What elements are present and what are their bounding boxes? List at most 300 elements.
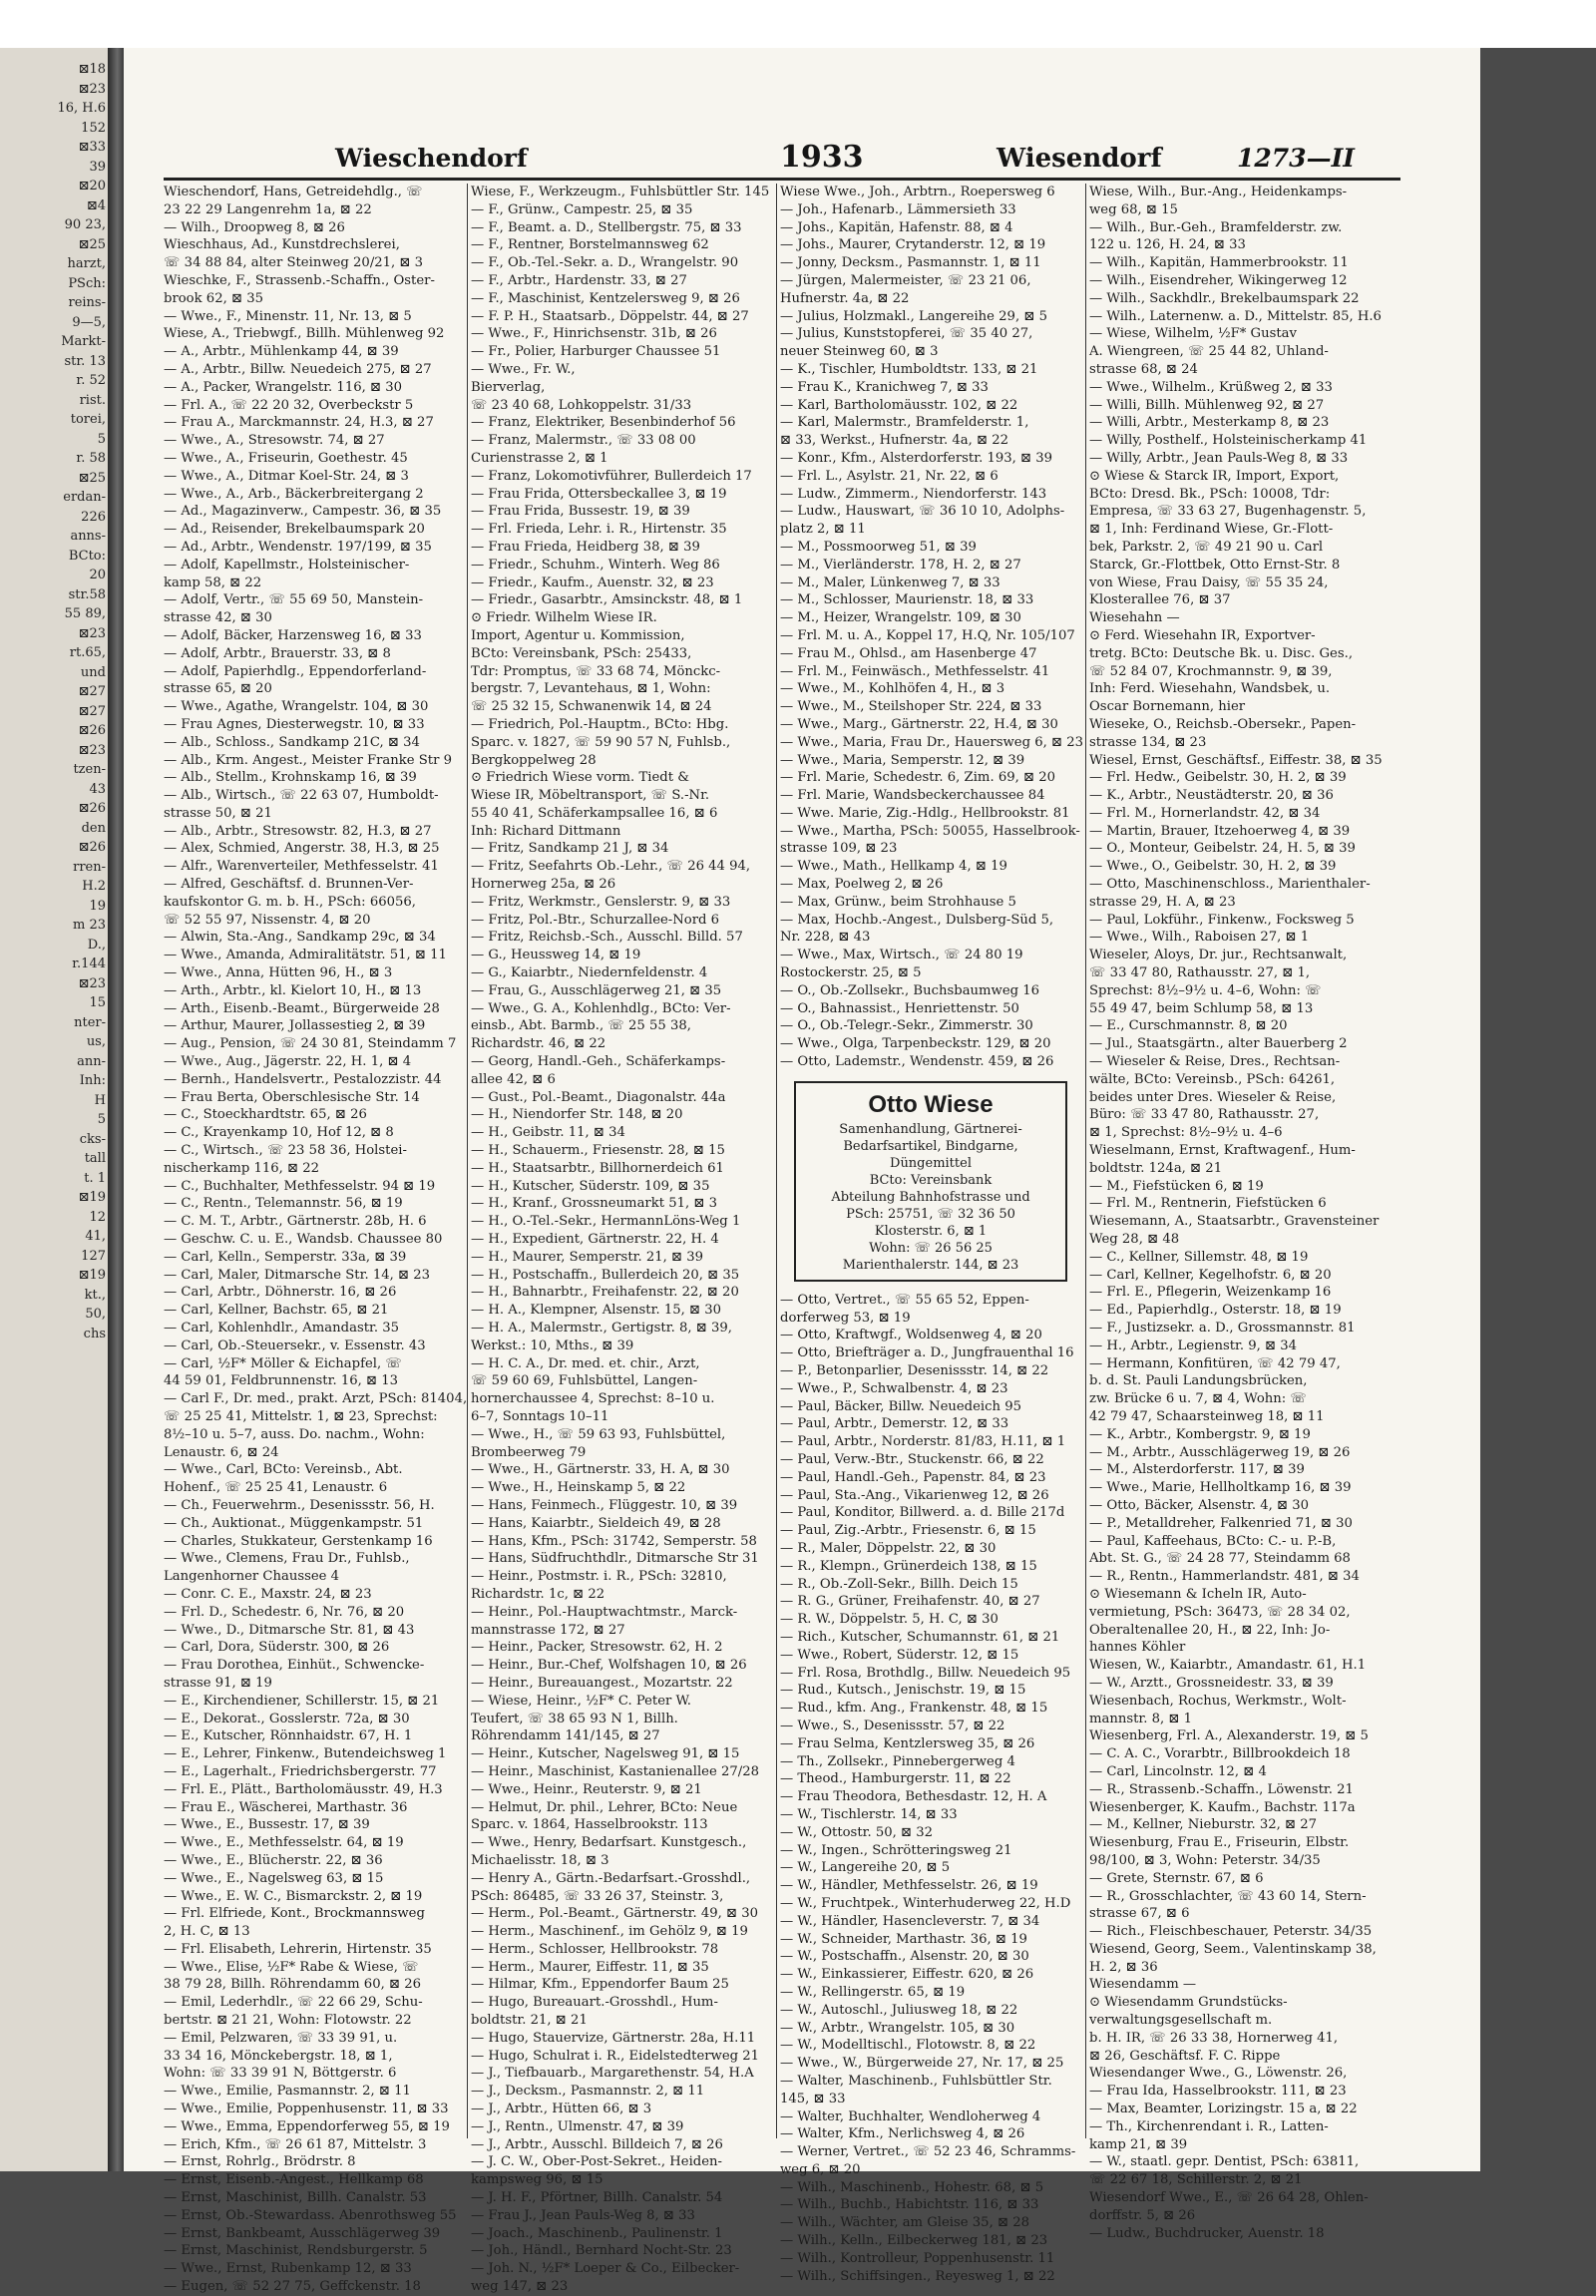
directory-entry: — J. H. F., Pförtner, Billh. Canalstr. 54	[471, 2190, 723, 2206]
previous-page-fragment: rist.	[79, 392, 106, 408]
directory-entry: — Martin, Brauer, Itzehoerweg 4, ⊠ 39	[1089, 823, 1351, 839]
previous-page-fragment: ⊠19	[78, 1268, 106, 1283]
directory-entry: — Bernh., Handelsvertr., Pestalozzistr. 44	[164, 1071, 442, 1087]
directory-entry: — Otto, Briefträger a. D., Jungfrauenthal 16	[780, 1345, 1074, 1361]
directory-entry: — Frl. M. u. A., Koppel 17, H.Q, Nr. 105/107	[780, 627, 1075, 643]
directory-entry: — Frau Selma, Kentzlersweg 35, ⊠ 26	[780, 1735, 1035, 1751]
previous-page-fragments	[0, 60, 106, 1955]
previous-page-fragment: nter-	[74, 1014, 106, 1030]
directory-entry: — Wwe., Ernst, Rubenkamp 12, ⊠ 33	[164, 2261, 412, 2277]
directory-entry: bertstr. ⊠ 21 21, Wohn: Flotowstr. 22	[164, 2013, 412, 2029]
previous-page-fragment: str. 13	[64, 353, 106, 369]
directory-entry: — Frl. Hedw., Geibelstr. 30, H. 2, ⊠ 39	[1089, 770, 1347, 786]
directory-entry: vermietung, PSch: 36473, ☏ 28 34 02,	[1089, 1604, 1351, 1620]
directory-entry: — E., Kutscher, Rönnhaidstr. 67, H. 1	[164, 1728, 413, 1744]
directory-entry: — H., Kutscher, Süderstr. 109, ⊠ 35	[471, 1178, 710, 1194]
directory-entry: — R., Maler, Döppelstr. 22, ⊠ 30	[780, 1541, 997, 1556]
directory-entry: — O., Bahnassist., Henriettenstr. 50	[780, 1000, 1019, 1016]
directory-entry: — Karl, Malermstr., Bramfelderstr. 1,	[780, 415, 1029, 431]
directory-entry: — Heinr., Pol.-Hauptwachtmstr., Marck-	[471, 1604, 738, 1620]
directory-entry: — W., Langereihe 20, ⊠ 5	[780, 1860, 951, 1876]
directory-entry: — H., Arbtr., Legienstr. 9, ⊠ 34	[1089, 1338, 1298, 1353]
directory-entry: — H., O.-Tel.-Sekr., HermannLöns-Weg 1	[471, 1214, 741, 1230]
directory-entry: Richardstr. 46, ⊠ 22	[471, 1036, 606, 1052]
directory-entry: — Heinr., Bur.-Chef, Wolfshagen 10, ⊠ 26	[471, 1658, 747, 1674]
directory-entry: — C., Kellner, Sillemstr. 48, ⊠ 19	[1089, 1249, 1309, 1265]
directory-entry: 8½–10 u. 5–7, auss. Do. nachm., Wohn:	[164, 1426, 425, 1442]
directory-entry: kamp 21, ⊠ 39	[1089, 2136, 1188, 2152]
directory-entry: — C., Buchhalter, Methfesselstr. 94 ⊠ 19	[164, 1178, 436, 1194]
directory-entry: Wiesenberg, Frl. A., Alexanderstr. 19, ⊠ 5	[1089, 1728, 1369, 1744]
directory-entry: ☏ 25 25 41, Mittelstr. 1, ⊠ 23, Sprechst:	[164, 1408, 438, 1424]
directory-entry: — Wwe., Elise, ½F* Rabe & Wiese, ☏	[164, 1959, 419, 1975]
column-4	[1089, 184, 1404, 2241]
directory-entry: — Paul, Verw.-Btr., Stuckenstr. 66, ⊠ 22	[780, 1452, 1044, 1468]
book-gutter	[108, 48, 124, 2171]
directory-entry: hannes Köhler	[1089, 1640, 1186, 1656]
directory-entry: — Th., Kirchenrendant i. R., Latten-	[1089, 2118, 1329, 2134]
directory-entry: 122 u. 126, H. 24, ⊠ 33	[1089, 237, 1246, 253]
directory-entry: — Otto, Maschinenschloss., Marienthaler-	[1089, 877, 1371, 893]
directory-entry: — W., Postschaffn., Alsenstr. 20, ⊠ 30	[780, 1949, 1029, 1965]
directory-entry: — C., Krayenkamp 10, Hof 12, ⊠ 8	[164, 1125, 394, 1141]
directory-entry: — Adolf, Vertr., ☏ 55 69 50, Manstein-	[164, 592, 424, 608]
directory-entry: — Frau, G., Ausschlägerweg 21, ⊠ 35	[471, 982, 722, 998]
directory-entry: ☏ 23 40 68, Lohkoppelstr. 31/33	[471, 397, 692, 413]
directory-entry: 33 34 16, Mönckebergstr. 18, ⊠ 1,	[164, 2048, 393, 2064]
directory-entry: — Otto, Kraftwgf., Woldsenweg 4, ⊠ 20	[780, 1328, 1042, 1343]
directory-entry: — Ed., Papierhdlg., Osterstr. 18, ⊠ 19	[1089, 1303, 1342, 1319]
directory-entry: — Herm., Maschinenf., im Gehölz 9, ⊠ 19	[471, 1924, 748, 1940]
directory-entry: — M., Fiefstücken 6, ⊠ 19	[1089, 1178, 1264, 1194]
directory-entry: — Hugo, Schulrat i. R., Eidelstedterweg 21	[471, 2048, 760, 2064]
directory-entry: — Carl, Arbtr., Döhnerstr. 16, ⊠ 26	[164, 1285, 397, 1301]
directory-entry: Weg 28, ⊠ 48	[1089, 1232, 1180, 1248]
directory-entry: einsb., Abt. Barmb., ☏ 25 55 38,	[471, 1018, 691, 1034]
directory-entry: — Frau Theodora, Bethesdastr. 12, H. A	[780, 1789, 1047, 1805]
directory-entry: — Paul, Arbtr., Norderstr. 81/83, H.11, ⊠ 1	[780, 1434, 1066, 1450]
scan-top-margin	[0, 0, 1596, 48]
directory-entry: Hohenf., ☏ 25 25 41, Lenaustr. 6	[164, 1480, 388, 1496]
directory-entry: — Walter, Maschinenb., Fuhlsbüttler Str.	[780, 2073, 1052, 2089]
header-page-number: 1273—II	[1237, 144, 1355, 173]
directory-entry: — Wwe., Wilhelm., Krüßweg 2, ⊠ 33	[1089, 379, 1333, 395]
directory-entry: Richardstr. 1c, ⊠ 22	[471, 1586, 605, 1602]
previous-page-fragment: t. 1	[84, 1170, 106, 1186]
directory-entry: ☏ 25 32 15, Schwanenwik 14, ⊠ 24	[471, 699, 712, 715]
previous-page-fragment: ⊠19	[78, 1190, 106, 1205]
directory-entry: — Paul, Arbtr., Demerstr. 12, ⊠ 33	[780, 1416, 1009, 1432]
directory-entry: — J., Decksm., Pasmannstr. 2, ⊠ 11	[471, 2084, 705, 2100]
directory-entry: — Wwe., Emma, Eppendorferweg 55, ⊠ 19	[164, 2118, 450, 2134]
directory-entry: boldtstr. 124a, ⊠ 21	[1089, 1160, 1223, 1176]
previous-page-fragment: r.144	[72, 957, 106, 971]
ad-line: PSch: 25751, ☏ 32 36 50	[846, 1206, 1015, 1222]
directory-entry: — Ernst, Maschinist, Rendsburgerstr. 5	[164, 2243, 428, 2259]
directory-entry: — Frl. A., ☏ 22 20 32, Overbeckstr 5	[164, 397, 414, 413]
previous-page-fragment: 152	[81, 120, 106, 136]
previous-page-fragment: ⊠26	[78, 723, 106, 738]
directory-entry: — Wwe., Wilh., Raboisen 27, ⊠ 1	[1089, 930, 1310, 946]
directory-entry: — C., Wirtsch., ☏ 23 58 36, Holstei-	[164, 1143, 407, 1159]
previous-page-fragment: harzt,	[67, 256, 106, 271]
directory-entry: — Alfr., Warenverteiler, Methfesselstr. 41	[164, 859, 439, 875]
directory-entry: — Heinr., Bureauangest., Mozartstr. 22	[471, 1675, 733, 1691]
previous-page-fragment: chs	[83, 1326, 106, 1341]
ad-line: Samenhandlung, Gärtnerei-	[839, 1121, 1022, 1137]
previous-page-fragment: Inh:	[79, 1073, 106, 1088]
directory-entry: — J., Tiefbauarb., Margarethenstr. 54, H.A	[471, 2066, 754, 2082]
previous-page-fragment: 90 23,	[64, 217, 106, 232]
directory-entry: Import, Agentur u. Kommission,	[471, 627, 685, 643]
directory-entry: — Arth., Eisenb.-Beamt., Bürgerweide 28	[164, 1000, 440, 1016]
directory-entry: — Wwe., A., Arb., Bäckerbreitergang 2	[164, 486, 424, 502]
ad-line: BCto: Vereinsbank	[869, 1172, 993, 1188]
directory-entry: Wiesend, Georg, Seem., Valentinskamp 38,	[1089, 1941, 1377, 1957]
directory-entry: — F., Maschinist, Kentzelersweg 9, ⊠ 26	[471, 290, 740, 306]
directory-entry: — K., Arbtr., Neustädterstr. 20, ⊠ 36	[1089, 788, 1334, 804]
ad-line: Düngemittel	[890, 1155, 972, 1171]
directory-entry: — F., Arbtr., Hardenstr. 33, ⊠ 27	[471, 272, 687, 288]
directory-entry: Wiesendamm —	[1089, 1977, 1197, 1993]
directory-entry: — Adolf, Kapellmstr., Holsteinischer-	[164, 557, 410, 573]
directory-entry: — Heinr., Postmstr. i. R., PSch: 32810,	[471, 1569, 727, 1585]
directory-entry: weg 6, ⊠ 20	[780, 2161, 861, 2177]
directory-entry: kampsweg 96, ⊠ 15	[471, 2172, 603, 2188]
directory-entry: — E., Dekorat., Gosslerstr. 72a, ⊠ 30	[164, 1711, 410, 1726]
ad-title: Otto Wiese	[868, 1090, 994, 1118]
directory-entry: — H., Geibstr. 11, ⊠ 34	[471, 1125, 625, 1141]
directory-entry: Wiesendorf Wwe., E., ☏ 26 64 28, Ohlen-	[1089, 2190, 1369, 2206]
directory-entry: — Friedr., Gasarbtr., Amsinckstr. 48, ⊠ 1	[471, 592, 743, 608]
directory-entry: Wieseler, Aloys, Dr. jur., Rechtsanwalt,	[1089, 948, 1348, 963]
directory-entry: — Wwe., Aug., Jägerstr. 22, H. 1, ⊠ 4	[164, 1054, 412, 1070]
directory-entry: — Ernst, Maschinist, Billh. Canalstr. 53	[164, 2190, 427, 2206]
previous-page-fragment: ⊠27	[78, 684, 106, 699]
directory-entry: Wieseke, O., Reichsb.-Obersekr., Papen-	[1089, 716, 1357, 732]
directory-entry: — Georg, Handl.-Geh., Schäferkamps-	[471, 1054, 726, 1070]
directory-entry: — Hans, Südfruchthdlr., Ditmarsche Str 31	[471, 1551, 759, 1567]
directory-entry: — Paul, Lokführ., Finkenw., Focksweg 5	[1089, 912, 1355, 928]
directory-entry: — R., Rentn., Hammerlandstr. 481, ⊠ 34	[1089, 1569, 1360, 1585]
directory-entry: — Wwe., Clemens, Frau Dr., Fuhlsb.,	[164, 1551, 410, 1567]
directory-entry: — Carl, Ob.-Steuersekr., v. Essenstr. 43	[164, 1338, 426, 1353]
directory-entry: — Konr., Kfm., Alsterdorferstr. 193, ⊠ 39	[780, 450, 1053, 466]
directory-entry: — F., Grünw., Campestr. 25, ⊠ 35	[471, 201, 693, 217]
directory-entry: ⊙ Friedrich Wiese vorm. Tiedt &	[471, 770, 689, 786]
directory-entry: Oberaltenallee 20, H., ⊠ 22, Inh: Jo-	[1089, 1622, 1331, 1638]
directory-entry: — Wieseler & Reise, Dres., Rechtsan-	[1089, 1054, 1341, 1070]
directory-entry: — H., Kranf., Grossneumarkt 51, ⊠ 3	[471, 1196, 718, 1212]
directory-entry: — P., Betonparlier, Desenissstr. 14, ⊠ 22	[780, 1363, 1049, 1379]
directory-entry: — Wwe., A., Ditmar Koel-Str. 24, ⊠ 3	[164, 468, 409, 484]
previous-page-fragment: tzen-	[73, 762, 106, 777]
directory-entry: neuer Steinweg 60, ⊠ 3	[780, 344, 939, 360]
directory-entry: — Friedr., Schuhm., Winterh. Weg 86	[471, 557, 720, 573]
directory-entry: Werkst.: 10, Mths., ⊠ 39	[471, 1338, 634, 1353]
directory-entry: 42 79 47, Schaarsteinweg 18, ⊠ 11	[1089, 1408, 1325, 1424]
directory-entry: Röhrendamm 141/145, ⊠ 27	[471, 1728, 660, 1744]
directory-entry: — Frau Berta, Oberschlesische Str. 14	[164, 1089, 420, 1105]
directory-entry: — M., Vierländerstr. 178, H. 2, ⊠ 27	[780, 557, 1021, 573]
directory-entry: platz 2, ⊠ 11	[780, 522, 866, 538]
directory-entry: — Wwe., Math., Hellkamp 4, ⊠ 19	[780, 859, 1007, 875]
directory-entry: — W., Arztt., Grossneidestr. 33, ⊠ 39	[1089, 1675, 1334, 1691]
directory-entry: — Herm., Schlosser, Hellbrookstr. 78	[471, 1941, 719, 1957]
directory-entry: — Ernst, Ob.-Stewardass. Abenrothsweg 55	[164, 2207, 457, 2223]
directory-entry: strasse 67, ⊠ 6	[1089, 1906, 1190, 1922]
directory-entry: Wiese, Wilh., Bur.-Ang., Heidenkamps-	[1089, 185, 1348, 199]
directory-entry: — Ernst, Rohrlg., Brödrstr. 8	[164, 2154, 356, 2170]
directory-entry: — W., Einkassierer, Eiffestr. 620, ⊠ 26	[780, 1967, 1034, 1983]
directory-entry: — F., Ob.-Tel.-Sekr. a. D., Wrangelstr. 90	[471, 255, 739, 271]
directory-entry: Inh: Ferd. Wiesehahn, Wandsbek, u.	[1089, 681, 1331, 697]
directory-entry: — Carl, Dora, Süderstr. 300, ⊠ 26	[164, 1640, 390, 1656]
directory-entry: — Wiese, Heinr., ½F* C. Peter W.	[471, 1693, 691, 1709]
directory-entry: H. 2, ⊠ 36	[1089, 1959, 1158, 1975]
previous-page-fragment: 226	[81, 509, 106, 525]
previous-page-fragment: rt.65,	[69, 645, 106, 660]
directory-entry: — Paul, Kaffeehaus, BCto: C.- u. P.-B,	[1089, 1533, 1337, 1549]
directory-entry: — Gust., Pol.-Beamt., Diagonalstr. 44a	[471, 1089, 726, 1105]
directory-entry: ⊙ Wiese & Starck IR, Import, Export,	[1089, 468, 1340, 484]
directory-entry: Curienstrasse 2, ⊠ 1	[471, 450, 608, 466]
directory-entry: — Franz, Elektriker, Besenbinderhof 56	[471, 415, 736, 431]
directory-entry: — Fritz, Sandkamp 21 J, ⊠ 34	[471, 841, 669, 857]
directory-entry: — Wilh., Schiffsingen., Reyesweg 1, ⊠ 22	[780, 2268, 1055, 2284]
directory-entry: — Wwe., Agathe, Wrangelstr. 104, ⊠ 30	[164, 699, 429, 715]
directory-entry: — H. A., Klempner, Alsenstr. 15, ⊠ 30	[471, 1303, 722, 1319]
directory-entry: 44 59 01, Feldbrunnenstr. 16, ⊠ 13	[164, 1373, 399, 1389]
directory-entry: — Julius, Kunststopferei, ☏ 35 40 27,	[780, 326, 1033, 342]
directory-entry: ☏ 34 88 84, alter Steinweg 20/21, ⊠ 3	[164, 255, 424, 271]
directory-entry: beides unter Dres. Wieseler & Reise,	[1089, 1089, 1337, 1105]
previous-page-fragment: ⊠18	[78, 62, 106, 77]
directory-entry: — Heinr., Packer, Stresowstr. 62, H. 2	[471, 1640, 723, 1656]
previous-page-fragment: ⊠26	[78, 801, 106, 816]
directory-entry: — Wilh., Buchb., Habichtstr. 116, ⊠ 33	[780, 2197, 1039, 2213]
directory-entry: — W., Ottostr. 50, ⊠ 32	[780, 1824, 934, 1840]
directory-entry: Büro: ☏ 33 47 80, Rathausstr. 27,	[1089, 1107, 1320, 1123]
directory-entry: — Carl, Kohlenhdlr., Amandastr. 35	[164, 1321, 400, 1336]
previous-page-fragment: r. 52	[76, 373, 106, 388]
directory-entry: — Wwe., Martha, PSch: 50055, Hasselbrook-	[780, 823, 1080, 839]
otto-wiese-advertisement	[794, 1081, 1067, 1282]
previous-page-fragment: 15	[89, 995, 106, 1010]
directory-entry: — Hans, Kfm., PSch: 31742, Semperstr. 58	[471, 1533, 757, 1549]
directory-entry: — Wwe., Emilie, Pasmannstr. 2, ⊠ 11	[164, 2084, 411, 2100]
previous-page-fragment: 5	[97, 431, 106, 447]
directory-entry: — Frau Ida, Hasselbrookstr. 111, ⊠ 23	[1089, 2084, 1347, 2100]
previous-page-fragment: us,	[86, 1034, 106, 1049]
directory-entry: — Frl. Elisabeth, Lehrerin, Hirtenstr. 35	[164, 1941, 432, 1957]
directory-entry: — Frau K., Kranichweg 7, ⊠ 33	[780, 379, 989, 395]
directory-entry: — C. A. C., Vorarbtr., Billbrookdeich 18	[1089, 1746, 1351, 1762]
directory-entry: — Wwe., G. A., Kohlenhdlg., BCto: Ver-	[471, 1000, 731, 1016]
directory-entry: — Wwe., A., Friseurin, Goethestr. 45	[164, 450, 408, 466]
directory-entry: — Frl. E., Plätt., Bartholomäusstr. 49, H.3	[164, 1781, 443, 1797]
previous-page-fragment: kt.,	[84, 1287, 106, 1303]
directory-entry: — R. G., Grüner, Freihafenstr. 40, ⊠ 27	[780, 1594, 1040, 1610]
directory-entry: — Frau Frieda, Heidberg 38, ⊠ 39	[471, 539, 700, 555]
directory-entry: — Willy, Posthelf., Holsteinischerkamp 41	[1089, 433, 1368, 449]
directory-entry: von Wiese, Frau Daisy, ☏ 55 35 24,	[1089, 574, 1329, 590]
directory-entry: — C. M. T., Arbtr., Gärtnerstr. 28b, H. 6	[164, 1214, 427, 1230]
directory-entry: 55 40 41, Schäferkampsallee 16, ⊠ 6	[471, 805, 718, 821]
directory-entry: — Wiese, Wilhelm, ½F* Gustav	[1089, 326, 1297, 342]
directory-entry: strasse 68, ⊠ 24	[1089, 361, 1198, 377]
directory-entry: — Frl. M., Feinwäsch., Methfesselstr. 41	[780, 663, 1050, 679]
directory-entry: — Wwe., A., Stresowstr. 74, ⊠ 27	[164, 433, 385, 449]
directory-entry: — Conr. C. E., Maxstr. 24, ⊠ 23	[164, 1586, 372, 1602]
directory-entry: — Fritz, Pol.-Btr., Schurzallee-Nord 6	[471, 912, 720, 928]
directory-entry: — Eugen, ☏ 52 27 75, Geffckenstr. 18	[164, 2279, 421, 2295]
directory-entry: Wieselmann, Ernst, Kraftwagenf., Hum-	[1089, 1143, 1356, 1159]
directory-entry: Wohn: ☏ 33 39 91 N, Böttgerstr. 6	[164, 2066, 397, 2082]
directory-entry: — W., Fruchtpek., Winterhuderweg 22, H.D	[780, 1895, 1071, 1911]
directory-entry: — Johs., Maurer, Crytanderstr. 12, ⊠ 19	[780, 237, 1046, 253]
previous-page-fragment: reins-	[68, 295, 106, 310]
previous-page-fragment: ⊠4	[86, 197, 106, 213]
directory-entry: Hornerweg 25a, ⊠ 26	[471, 877, 616, 893]
directory-entry: — Wwe., Amanda, Admiralitätstr. 51, ⊠ 11	[164, 948, 447, 963]
directory-entry: — Joh., Hafenarb., Lämmersieth 33	[780, 201, 1016, 217]
directory-entry: bek, Parkstr. 2, ☏ 49 21 90 u. Carl	[1089, 539, 1324, 555]
directory-page	[124, 48, 1480, 2295]
ad-line: Marienthalerstr. 144, ⊠ 23	[842, 1257, 1019, 1273]
directory-entry: — Emil, Lederhdlr., ☏ 22 66 29, Schu-	[164, 1995, 423, 2011]
directory-entry: b. d. St. Pauli Landungsbrücken,	[1089, 1373, 1308, 1389]
directory-entry: — A., Packer, Wrangelstr. 116, ⊠ 30	[164, 379, 403, 395]
directory-entry: 55 49 47, beim Schlump 58, ⊠ 13	[1089, 1000, 1314, 1016]
directory-entry: — Ernst, Bankbeamt, Ausschlägerweg 39	[164, 2225, 441, 2241]
directory-entry: BCto: Dresd. Bk., PSch: 10008, Tdr:	[1089, 486, 1331, 502]
directory-entry: — Charles, Stukkateur, Gerstenkamp 16	[164, 1533, 433, 1549]
directory-entry: ☏ 22 67 18, Schillerstr. 2, ⊠ 21	[1089, 2172, 1303, 2188]
directory-entry: Wiese IR, Möbeltransport, ☏ S.-Nr.	[471, 788, 710, 804]
directory-entry: — Wwe., D., Ditmarsche Str. 81, ⊠ 43	[164, 1622, 415, 1638]
directory-entry: PSch: 86485, ☏ 33 26 37, Steinstr. 3,	[471, 1888, 724, 1904]
directory-entry: — Wilh., Droopweg 8, ⊠ 26	[164, 219, 345, 235]
directory-entry: — O., Ob.-Zollsekr., Buchsbaumweg 16	[780, 982, 1040, 998]
directory-entry: mannstrasse 172, ⊠ 27	[471, 1622, 625, 1638]
directory-entry: — Wilh., Kelln., Eilbeckerweg 181, ⊠ 23	[780, 2233, 1048, 2249]
directory-entry: kaufskontor G. m. b. H., PSch: 66056,	[164, 894, 416, 910]
directory-entry: b. H. IR, ☏ 26 33 38, Hornerweg 41,	[1089, 2030, 1339, 2046]
directory-entry: — Wilh., Eisendreher, Wikingerweg 12	[1089, 272, 1348, 288]
directory-entry: — Fritz, Werkmstr., Genslerstr. 9, ⊠ 33	[471, 894, 731, 910]
directory-entry: hornerchaussee 4, Sprechst: 8–10 u.	[471, 1391, 715, 1407]
directory-entry: Michaelisstr. 18, ⊠ 3	[471, 1852, 609, 1868]
previous-page-fragment: H	[94, 1092, 106, 1108]
directory-entry: — Wwe., E., Methfesselstr. 64, ⊠ 19	[164, 1835, 404, 1851]
directory-entry: — Franz, Lokomotivführer, Bullerdeich 17	[471, 468, 752, 484]
directory-entry: — Frau Dorothea, Einhüt., Schwencke-	[164, 1658, 425, 1674]
directory-entry: — Hermann, Konfitüren, ☏ 42 79 47,	[1089, 1355, 1341, 1371]
directory-entry: — Carl, ½F* Möller & Eichapfel, ☏	[164, 1355, 402, 1371]
directory-entry: — Helmut, Dr. phil., Lehrer, BCto: Neue	[471, 1799, 738, 1815]
directory-entry: — Wwe., E., Nagelsweg 63, ⊠ 15	[164, 1870, 384, 1886]
directory-entry: dorferweg 53, ⊠ 19	[780, 1310, 911, 1326]
directory-entry: — Jonny, Decksm., Pasmannstr. 1, ⊠ 11	[780, 255, 1041, 271]
directory-entry: — W., Schneider, Marthastr. 36, ⊠ 19	[780, 1931, 1027, 1947]
directory-entry: Wiesendanger Wwe., G., Löwenstr. 26,	[1089, 2066, 1348, 2082]
directory-entry: zw. Brücke 6 u. 7, ⊠ 4, Wohn: ☏	[1089, 1391, 1307, 1407]
directory-entry: — Frau Agnes, Diesterwegstr. 10, ⊠ 33	[164, 716, 425, 732]
directory-entry: Lenaustr. 6, ⊠ 24	[164, 1444, 279, 1460]
directory-entry: — Willi, Billh. Mühlenweg 92, ⊠ 27	[1089, 397, 1325, 413]
directory-entry: — Wwe., Max, Wirtsch., ☏ 24 80 19	[780, 948, 1023, 963]
directory-entry: — Wwe., Olga, Tarpenbeckstr. 129, ⊠ 20	[780, 1036, 1051, 1052]
directory-entry: — Wwe., E., Bussestr. 17, ⊠ 39	[164, 1817, 370, 1833]
directory-entry: Wiesel, Ernst, Geschäftsf., Eiffestr. 38, ⊠ 35	[1089, 752, 1383, 768]
directory-entry: — Frau J., Jean Pauls-Weg 8, ⊠ 33	[471, 2207, 695, 2223]
previous-page-fragment: ⊠33	[78, 140, 106, 155]
previous-page-fragment: ⊠20	[78, 179, 106, 193]
directory-entry: — Max, Beamter, Lorizingstr. 15 a, ⊠ 22	[1089, 2102, 1358, 2117]
directory-entry: — H., Bahnarbtr., Freihafenstr. 22, ⊠ 20	[471, 1285, 739, 1301]
previous-page-fragment: 9—5,	[72, 314, 106, 330]
directory-entry: — Hugo, Stauervize, Gärtnerstr. 28a, H.11	[471, 2030, 756, 2046]
directory-entry: Wieschhaus, Ad., Kunstdrechslerei,	[164, 237, 400, 253]
directory-entry: — E., Curschmannstr. 8, ⊠ 20	[1089, 1018, 1288, 1034]
directory-entry: — Arth., Arbtr., kl. Kielort 10, H., ⊠ 13	[164, 982, 422, 998]
directory-entry: — Ludw., Hauswart, ☏ 36 10 10, Adolphs-	[780, 504, 1065, 520]
directory-entry: 23 22 29 Langenrehm 1a, ⊠ 22	[164, 201, 372, 217]
directory-entry: ⊠ 1, Inh: Ferdinand Wiese, Gr.-Flott-	[1089, 522, 1334, 538]
directory-entry: — Willy, Arbtr., Jean Pauls-Weg 8, ⊠ 33	[1089, 450, 1349, 466]
header-rule	[164, 178, 1400, 181]
directory-entry: — F., Beamt. a. D., Stellbergstr. 75, ⊠ 33	[471, 219, 742, 235]
directory-entry: strasse 91, ⊠ 19	[164, 1675, 272, 1691]
directory-entry: Wiesenburg, Frau E., Friseurin, Elbstr.	[1089, 1835, 1350, 1851]
ad-lines	[800, 1121, 1061, 1274]
directory-entry: Bierverlag,	[471, 379, 546, 395]
directory-entry: — M., Maler, Lünkenweg 7, ⊠ 33	[780, 574, 1000, 590]
directory-entry: — Wilh., Bur.-Geh., Bramfelderstr. zw.	[1089, 219, 1343, 235]
directory-entry: — Th., Zollsekr., Pinnebergerweg 4	[780, 1753, 1015, 1769]
directory-entry: Wieschke, F., Strassenb.-Schaffn., Oster-	[164, 272, 435, 288]
directory-entry: — Wwe., H., Gärtnerstr. 33, H. A, ⊠ 30	[471, 1462, 730, 1478]
directory-entry: — Adolf, Papierhdlg., Eppendorferland-	[164, 663, 427, 679]
directory-entry: — E., Kirchendiener, Schillerstr. 15, ⊠ 21	[164, 1693, 440, 1709]
directory-entry: — Carl, Kellner, Bachstr. 65, ⊠ 21	[164, 1303, 389, 1319]
directory-entry: — Frau Frida, Bussestr. 19, ⊠ 39	[471, 504, 690, 520]
previous-page-fragment: 16, H.6	[57, 101, 106, 116]
directory-entry: — Paul, Zig.-Arbtr., Friesenstr. 6, ⊠ 15	[780, 1523, 1036, 1539]
directory-entry: Wiese Wwe., Joh., Arbtrn., Roepersweg 6	[780, 185, 1055, 199]
directory-entry: verwaltungsgesellschaft m.	[1089, 2013, 1273, 2029]
directory-entry: — Henry A., Gärtn.-Bedarfsart.-Grosshdl.,	[471, 1870, 751, 1886]
directory-entry: — Frl. D., Schedestr. 6, Nr. 76, ⊠ 20	[164, 1604, 405, 1620]
directory-entry: — Wwe., H., ☏ 59 63 93, Fuhlsbüttel,	[471, 1426, 726, 1442]
directory-entry: Rostockerstr. 25, ⊠ 5	[780, 965, 922, 981]
previous-page-fragment: ⊠23	[78, 742, 106, 758]
directory-entry: — Adolf, Bäcker, Harzensweg 16, ⊠ 33	[164, 627, 422, 643]
directory-entry: — Joach., Maschinenb., Paulinenstr. 1	[471, 2225, 723, 2241]
directory-entry: Tdr: Promptus, ☏ 33 68 74, Mönckc-	[471, 663, 721, 679]
directory-entry: — Johs., Kapitän, Hafenstr. 88, ⊠ 4	[780, 219, 1013, 235]
directory-entry: — Wwe., M., Steilshoper Str. 224, ⊠ 33	[780, 699, 1042, 715]
column-divider	[1085, 184, 1086, 2138]
directory-entry: Abt. St. G., ☏ 24 28 77, Steindamm 68	[1089, 1551, 1351, 1567]
directory-entry: — Ad., Reisender, Brekelbaumspark 20	[164, 522, 425, 538]
directory-entry: — Alfred, Geschäftsf. d. Brunnen-Ver-	[164, 877, 414, 893]
directory-entry: — Walter, Kfm., Nerlichsweg 4, ⊠ 26	[780, 2126, 1025, 2142]
directory-entry: — Wwe., Heinr., Reuterstr. 9, ⊠ 21	[471, 1781, 702, 1797]
directory-entry: — Wwe., Henry, Bedarfsart. Kunstgesch.,	[471, 1835, 747, 1851]
directory-entry: — H., Niendorfer Str. 148, ⊠ 20	[471, 1107, 683, 1123]
